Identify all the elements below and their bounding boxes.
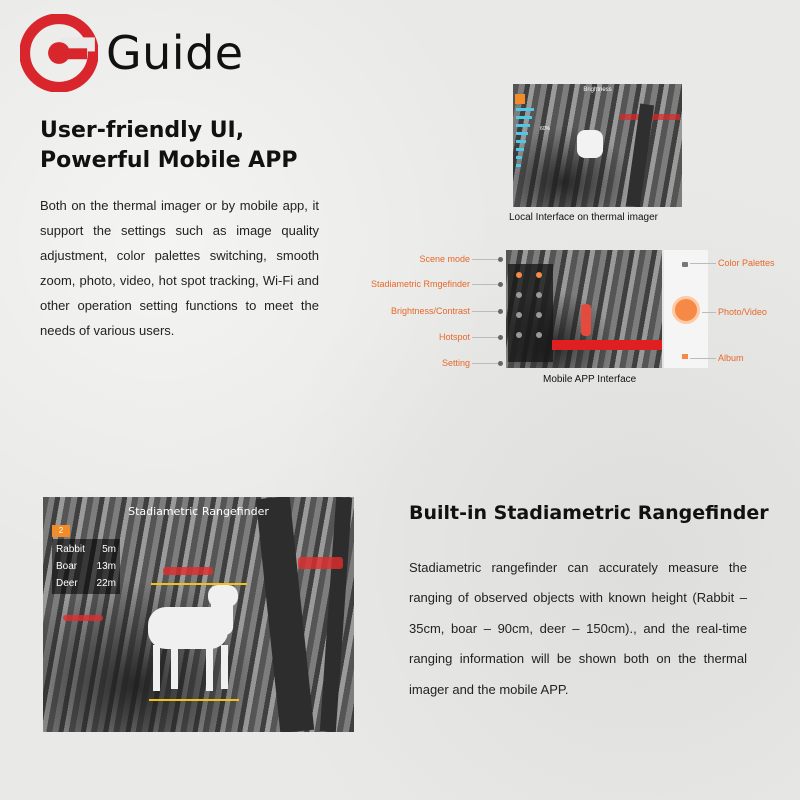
rangefinder-image [43,497,354,732]
brand-name: Guide [106,26,244,80]
brightness-overlay-title: Brightness [583,87,612,93]
menu-badge-icon [515,94,525,104]
tree-trunk [256,497,314,732]
label-photo-video: Photo/Video [718,307,767,317]
deer-leg [171,645,178,689]
mobile-app-caption: Mobile APP Interface [543,374,637,385]
hot-spot [63,615,103,621]
label-brightness-contrast: Brightness/Contrast [390,306,470,316]
connector-line [472,284,500,285]
label-hotspot: Hotspot [438,332,470,342]
color-palettes-icon[interactable] [682,262,688,267]
connector-dot [498,361,503,366]
brightness-level-bars [516,108,534,172]
section1-heading-line1: User-friendly UI, [40,118,245,143]
connector-dot [498,282,503,287]
person-figure [581,304,591,336]
section2-heading: Built-in Stadiametric Rangefinder [409,502,769,524]
range-marker-bottom [149,699,239,701]
deer-leg [153,645,160,691]
brightness-level-text: 60% [540,126,551,132]
label-setting: Setting [441,358,470,368]
connector-line [472,337,500,338]
target-distance-list [52,539,120,594]
range-marker-top [151,583,247,585]
connector-dot [498,309,503,314]
tree-trunk [320,497,352,732]
list-item: Rabbit 5m [56,544,116,555]
section1-paragraph: Both on the thermal imager or by mobile app, it support the settings such as image quality adjustment, color palettes switching, smooth zoom, photo, video, hot spot tracking, Wi-Fi and other operation setting functions to meet the needs of various users. [40,198,319,338]
section2-paragraph: Stadiametric rangefinder can accurately measure the ranging of observed objects with known height (Rabbit – 35cm, boar – 90cm, deer – 150cm)., and the real-time ranging information will be shown both on the thermal imager and the mobile APP. [409,560,747,697]
connector-dot [498,335,503,340]
deer-figure [577,130,603,158]
connector-line [702,312,716,313]
hot-ground-strip [552,340,662,350]
deer-leg [221,645,228,689]
connector-line [472,363,500,364]
mobile-app-controls [664,250,708,368]
rangefinder-overlay-title: Stadiametric Rangefinder [128,505,269,518]
list-item: Boar 13m [56,561,116,572]
hot-spot [298,557,343,569]
label-scene-mode: Scene mode [419,254,470,264]
connector-line [690,263,716,264]
section1-heading-line2: Powerful Mobile APP [40,148,298,173]
album-icon[interactable] [682,354,688,359]
connector-line [472,259,500,260]
local-interface-caption: Local Interface on thermal imager [509,212,658,223]
deer-leg [206,645,213,691]
hot-spot [163,567,213,575]
rangefinder-badge: 2 [52,525,70,537]
guide-g-logo-icon [20,14,98,92]
label-stadiametric-rangefinder: Stadiametric Rmgefinder [370,279,470,289]
connector-dot [498,257,503,262]
deer-head [208,585,238,607]
guide-logo [20,14,244,92]
photo-video-shutter-icon[interactable] [672,296,700,324]
label-album: Album [718,353,744,363]
label-color-palettes: Color Palettes [718,258,775,268]
section1-heading [40,116,297,176]
list-item: Deer 22m [56,578,116,589]
local-interface-image [513,84,682,207]
connector-line [472,311,500,312]
connector-line [690,358,716,359]
mobile-app-image [506,250,662,368]
app-settings-panel [508,264,553,362]
